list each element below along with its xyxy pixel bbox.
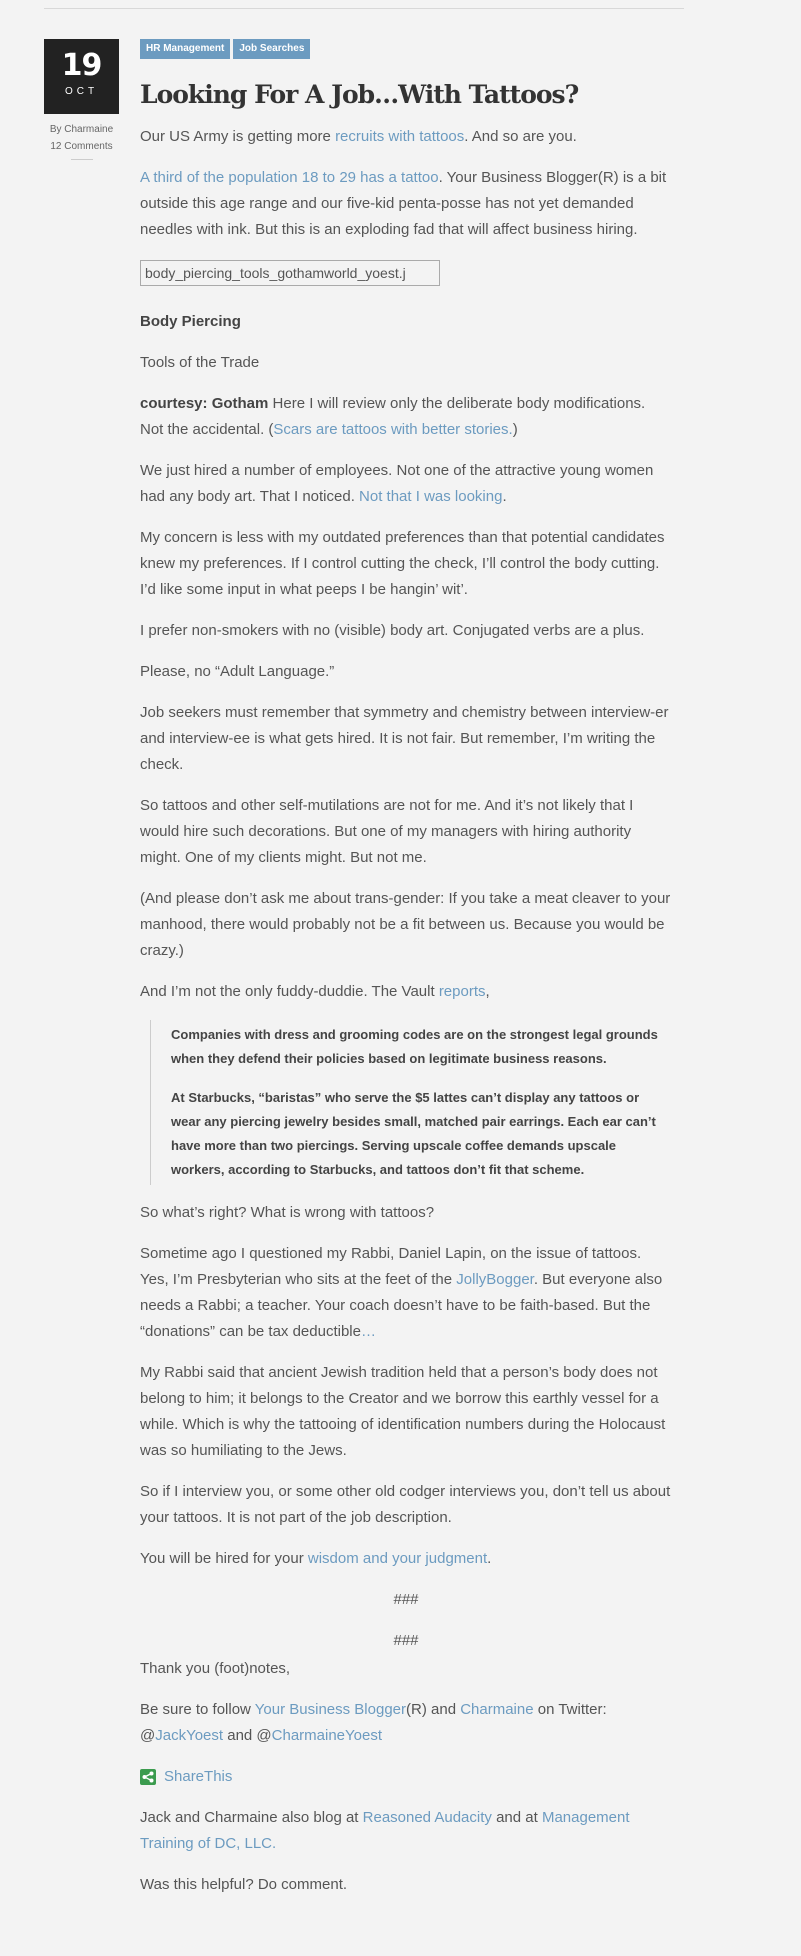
ellipsis-link[interactable]: …	[360, 1323, 376, 1340]
paragraph: My concern is less with my outdated preferences than that potential candidates knew my preferences. If I control cutting the check, I’ll control the body cutting. I’d like some input in what peeps I be hangin’ wit’.	[140, 529, 665, 598]
paragraph: And I’m not the only fuddy-duddie. The Vault reports,	[140, 983, 490, 1000]
paragraph: courtesy: Gotham Here I will review only the deliberate body modifications. Not the accidental. (Scars are tattoos with better stories.)	[140, 395, 646, 438]
paragraph: Be sure to follow Your Business Blogger(R) and Charmaine on Twitter: @JackYoest and @CharmaineYoest	[140, 1701, 607, 1744]
top-divider	[44, 8, 684, 9]
paragraph: Sometime ago I questioned my Rabbi, Daniel Lapin, on the issue of tattoos. Yes, I’m Presbyterian who sits at the feet of the JollyBogger. But everyone also needs a Rabbi; a teacher. Your coach doesn’t have to be faith-based. But the “donations” can be tax deductible…	[140, 1245, 663, 1340]
reports-link[interactable]: reports	[438, 983, 486, 1000]
image-alt-text: body_piercing_tools_gothamworld_yoest.j	[145, 265, 406, 281]
paragraph: My Rabbi said that ancient Jewish tradition held that a person’s body does not belong to him; it belongs to the Creator and we borrow this earthly vessel for a while. Which is why the tattooing of identification numbers during the Holocaust was so humiliating to the Jews.	[140, 1364, 666, 1459]
paragraph: Was this helpful? Do comment.	[140, 1876, 348, 1893]
paragraph: Job seekers must remember that symmetry and chemistry between interview-er and interview-ee is what gets hired. It is not fair. But remember, I’m writing the check.	[140, 704, 669, 773]
paragraph: I prefer non-smokers with no (visible) body art. Conjugated verbs are a plus.	[140, 622, 645, 639]
caption-title: Body Piercing	[140, 313, 241, 330]
share-icon	[140, 1769, 156, 1785]
recruits-link[interactable]: recruits with tattoos	[335, 128, 465, 145]
reasoned-audacity-link[interactable]: Reasoned Audacity	[362, 1809, 492, 1826]
paragraph: A third of the population 18 to 29 has a tattoo. Your Business Blogger(R) is a bit outside this age range and our five-kid penta-posse has not yet demanded needles with ink. But this is an exploding fad that will affect business hiring.	[140, 169, 667, 238]
post-title[interactable]: Looking For A Job…With Tattoos?	[140, 80, 579, 109]
paragraph: So what’s right? What is wrong with tattoos?	[140, 1204, 435, 1221]
paragraph: Jack and Charmaine also blog at Reasoned Audacity and at Management Training of DC, LLC.	[140, 1809, 630, 1852]
paragraph: So if I interview you, or some other old codger interviews you, don’t tell us about your tattoos. It is not part of the job description.	[140, 1483, 671, 1526]
share-this-link[interactable]: ShareThis	[164, 1768, 233, 1785]
date-month: OCT	[64, 86, 99, 97]
date-day: 19	[61, 48, 102, 83]
paragraph: You will be hired for your wisdom and your judgment.	[140, 1550, 492, 1567]
charmaine-link[interactable]: Charmaine	[460, 1701, 534, 1718]
caption-subtitle: Tools of the Trade	[140, 354, 260, 371]
meta-divider	[71, 159, 93, 160]
separator: ###	[393, 1591, 419, 1608]
quote-paragraph: Companies with dress and grooming codes are on the strongest legal grounds when they defend their policies based on legitimate business reasons.	[171, 1027, 658, 1066]
population-link[interactable]: A third of the population 18 to 29 has a tattoo	[140, 169, 439, 186]
blogger-link[interactable]: Your Business Blogger	[254, 1701, 407, 1718]
charmaineyoest-link[interactable]: CharmaineYoest	[271, 1727, 383, 1744]
paragraph: Please, no “Adult Language.”	[140, 663, 335, 680]
paragraph: (And please don’t ask me about trans-gender: If you take a meat cleaver to your manhood, there would probably not be a fit between us. Because you would be crazy.)	[140, 890, 671, 959]
comments-link[interactable]: 12 Comments	[50, 141, 113, 152]
scars-link[interactable]: Scars are tattoos with better stories.	[273, 421, 513, 438]
post-date	[44, 39, 119, 114]
share-this[interactable]	[140, 1764, 672, 1790]
post-meta	[44, 121, 119, 160]
wisdom-link[interactable]: wisdom and your judgment	[307, 1550, 488, 1567]
separator: ###	[393, 1632, 419, 1649]
quote-paragraph: At Starbucks, “baristas” who serve the $5 lattes can’t display any tattoos or wear any piercing jewelry besides small, matched pair earrings. Each ear can’t have more than two piercings. Serving upscale coffee demands upscale workers, according to Starbucks, and tattoos don’t fit that scheme.	[171, 1090, 656, 1177]
paragraph: So tattoos and other self-mutilations are not for me. And it’s not likely that I would hire such decorations. But one of my managers with hiring authority might. One of my clients might. But not me.	[140, 797, 634, 866]
tag-hr-management[interactable]: HR Management	[140, 39, 230, 59]
paragraph: Our US Army is getting more recruits with tattoos. And so are you.	[140, 128, 577, 145]
tag-job-searches[interactable]: Job Searches	[233, 39, 310, 59]
paragraph: We just hired a number of employees. Not one of the attractive young women had any body art. That I noticed. Not that I was looking.	[140, 462, 654, 505]
author-link[interactable]: By Charmaine	[49, 124, 114, 135]
looking-link[interactable]: Not that I was looking	[359, 488, 503, 505]
category-tags	[140, 39, 310, 59]
jollybogger-link[interactable]: JollyBogger	[456, 1271, 534, 1288]
post-body	[140, 124, 672, 1913]
broken-image	[140, 260, 440, 286]
blockquote	[150, 1020, 672, 1185]
management-training-link[interactable]: Management Training of DC, LLC.	[140, 1809, 630, 1852]
jackyoest-link[interactable]: JackYoest	[155, 1727, 224, 1744]
paragraph: Thank you (foot)notes,	[140, 1660, 291, 1677]
